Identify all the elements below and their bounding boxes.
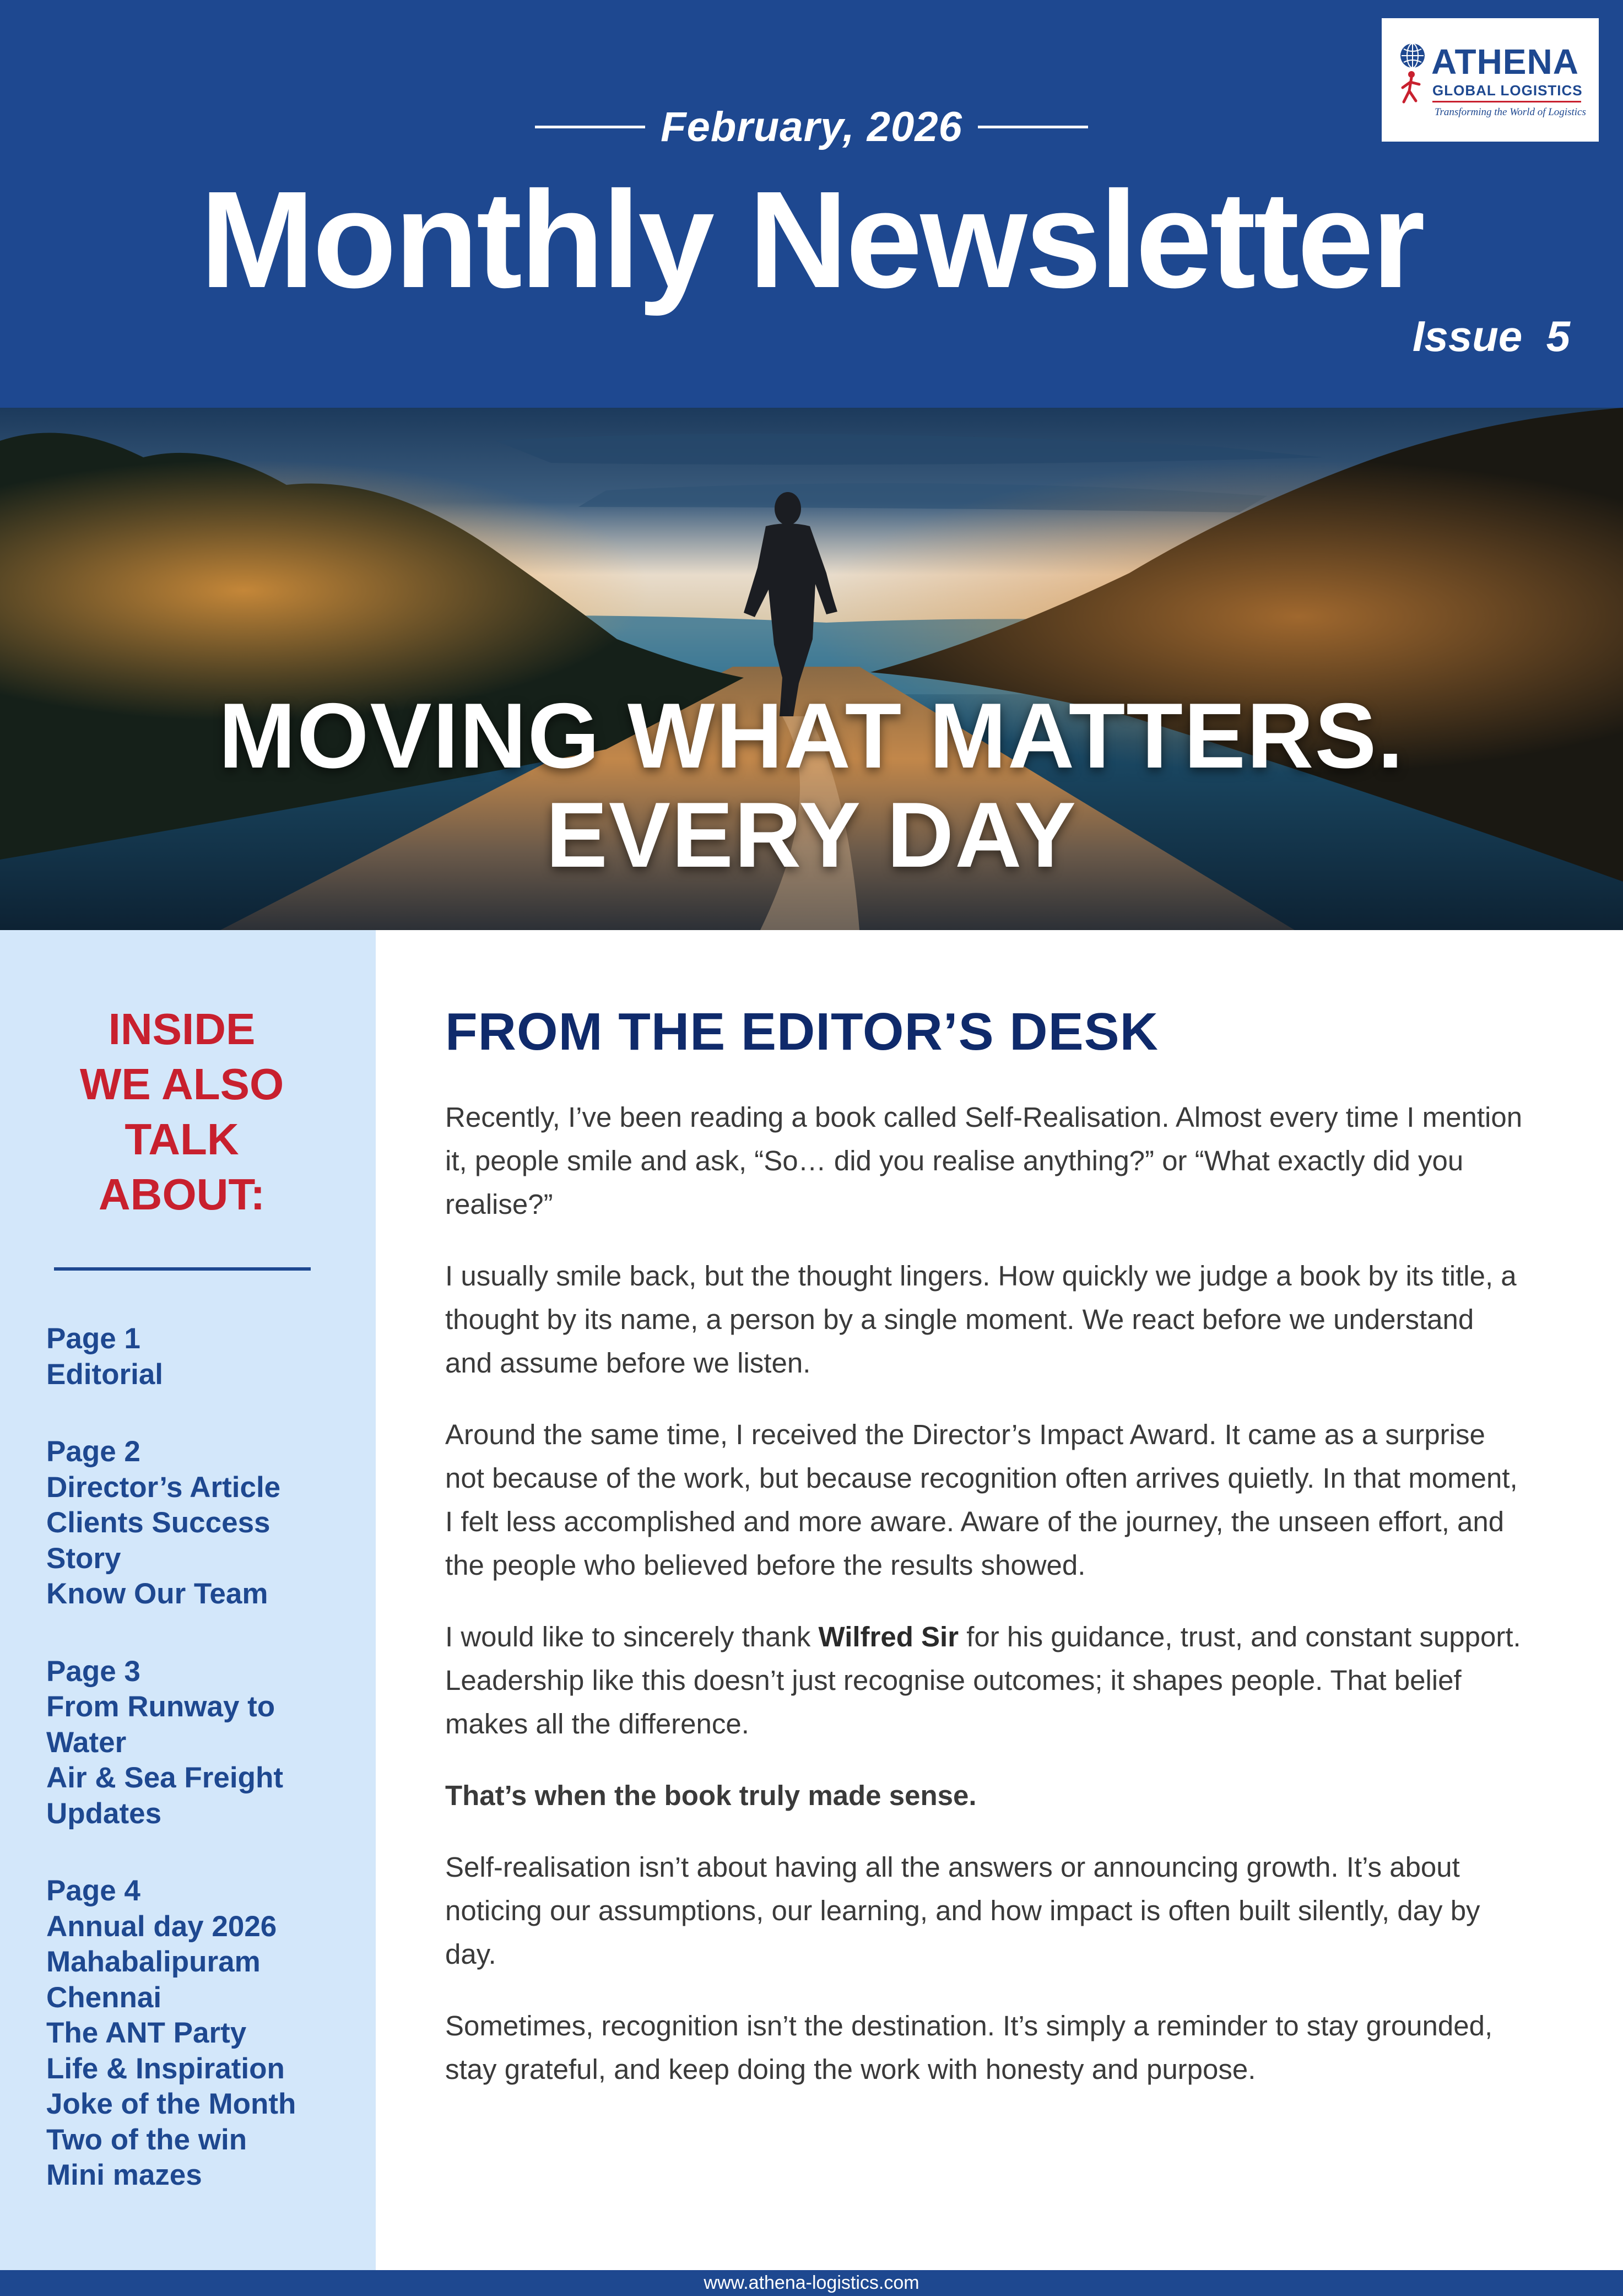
toc-page-label: Page 2 xyxy=(46,1435,140,1468)
toc-group-page-2 xyxy=(46,1434,371,1612)
toc-entry: Director’s Article xyxy=(46,1471,281,1504)
editorial-paragraph: Sometimes, recognition isn’t the destination. It’s simply a reminder to stay grounded, stay grateful, and keep doing the work with honesty and purpose. xyxy=(445,2010,1493,2085)
editorial-paragraph: Around the same time, I received the Director’s Impact Award. It came as a surprise not because of the work, but because recognition often arrives quietly. In that moment, I felt less accomplished and more aware. Aware of the journey, the unseen effort, and the people who believed before the results showed. xyxy=(445,1419,1518,1581)
toc-page-label: Page 1 xyxy=(46,1322,140,1355)
editorial-paragraph: I usually smile back, but the thought lingers. How quickly we judge a book by its title, a thought by its name, a person by a single moment. We react before we understand and assume before we listen. xyxy=(445,1260,1517,1379)
toc-entry: Two of the win xyxy=(46,2123,247,2156)
hero-headline-line1: MOVING WHAT MATTERS. xyxy=(218,684,1405,787)
company-logo xyxy=(1382,18,1599,142)
newsletter-title: Monthly Newsletter xyxy=(200,163,1423,316)
toc-entry: Life & Inspiration xyxy=(46,2052,285,2085)
thanks-text-before: I would like to sincerely thank xyxy=(445,1621,819,1652)
sidebar-heading-line: TALK xyxy=(125,1115,239,1164)
thanks-name: Wilfred Sir xyxy=(818,1621,959,1652)
editorial-paragraph-thanks xyxy=(445,1615,1525,1746)
newsletter-header xyxy=(0,0,1623,408)
date-rule-right xyxy=(978,126,1088,128)
editorial-paragraph-emphasis: That’s when the book truly made sense. xyxy=(445,1780,977,1811)
website-link[interactable]: www.athena-logistics.com xyxy=(704,2272,919,2293)
issue-date: February, 2026 xyxy=(661,103,962,150)
sidebar-heading-line: INSIDE xyxy=(108,1004,256,1054)
contents-sidebar xyxy=(0,930,376,2270)
editorial-heading: FROM THE EDITOR’S DESK xyxy=(445,1002,1159,1061)
toc-entry: Mahabalipuram xyxy=(46,1946,261,1978)
toc-page-label: Page 3 xyxy=(46,1655,140,1688)
editorial-paragraph: Self-realisation isn’t about having all the answers or announcing growth. It’s about noticing our assumptions, our learning, and how impact is often built silently, day by day. xyxy=(445,1851,1480,1970)
editorial-paragraph: Recently, I’ve been reading a book called Self-Realisation. Almost every time I mention it, people smile and ask, “So… did you realise anything?” or “What exactly did you realise?” xyxy=(445,1101,1523,1220)
logo-subtitle: GLOBAL LOGISTICS xyxy=(1432,82,1583,99)
toc-entry: Water xyxy=(46,1726,127,1759)
toc-entry: Joke of the Month xyxy=(46,2088,296,2120)
date-row xyxy=(0,96,1623,157)
toc-entry: Annual day 2026 xyxy=(46,1910,277,1943)
toc-group-page-1 xyxy=(46,1321,371,1392)
toc-entry: Chennai xyxy=(46,1981,162,2014)
sidebar-divider xyxy=(54,1267,311,1271)
editorial-section xyxy=(445,930,1580,2270)
sidebar-heading-line: ABOUT: xyxy=(98,1170,266,1219)
toc-entry: Editorial xyxy=(46,1358,164,1391)
toc-group-page-4 xyxy=(46,1873,371,2194)
sidebar-heading xyxy=(0,1002,364,1222)
toc-entry: Updates xyxy=(46,1797,162,1830)
date-rule-left xyxy=(535,126,645,128)
toc-entry: Story xyxy=(46,1542,121,1575)
editorial-body xyxy=(445,1095,1525,2106)
hero-headline-line2: EVERY DAY xyxy=(545,783,1078,887)
globe-runner-icon xyxy=(1397,40,1436,117)
logo-divider xyxy=(1432,101,1581,102)
toc-entry: Air & Sea Freight xyxy=(46,1762,283,1794)
issue-number: Issue 5 xyxy=(1412,312,1570,360)
toc-entry: From Runway to xyxy=(46,1690,275,1723)
footer-bar xyxy=(0,2270,1623,2296)
sidebar-heading-line: WE ALSO xyxy=(79,1060,284,1109)
thanks-text-after: for his guidance, trust, and constant support. Leadership like this doesn’t just recognise outcomes; it shapes people. That belief makes all the difference. xyxy=(445,1621,1521,1739)
hero-banner xyxy=(0,408,1623,930)
toc-entry: Mini mazes xyxy=(46,2159,202,2191)
logo-tagline: Transforming the World of Logistics xyxy=(1435,106,1586,118)
toc-entry: The ANT Party xyxy=(46,2017,247,2049)
toc-entry: Clients Success xyxy=(46,1506,270,1539)
toc-entry: Know Our Team xyxy=(46,1578,268,1610)
toc-page-label: Page 4 xyxy=(46,1874,140,1907)
table-of-contents xyxy=(46,1321,371,2235)
logo-name: ATHENA xyxy=(1431,42,1579,82)
toc-group-page-3 xyxy=(46,1654,371,1832)
